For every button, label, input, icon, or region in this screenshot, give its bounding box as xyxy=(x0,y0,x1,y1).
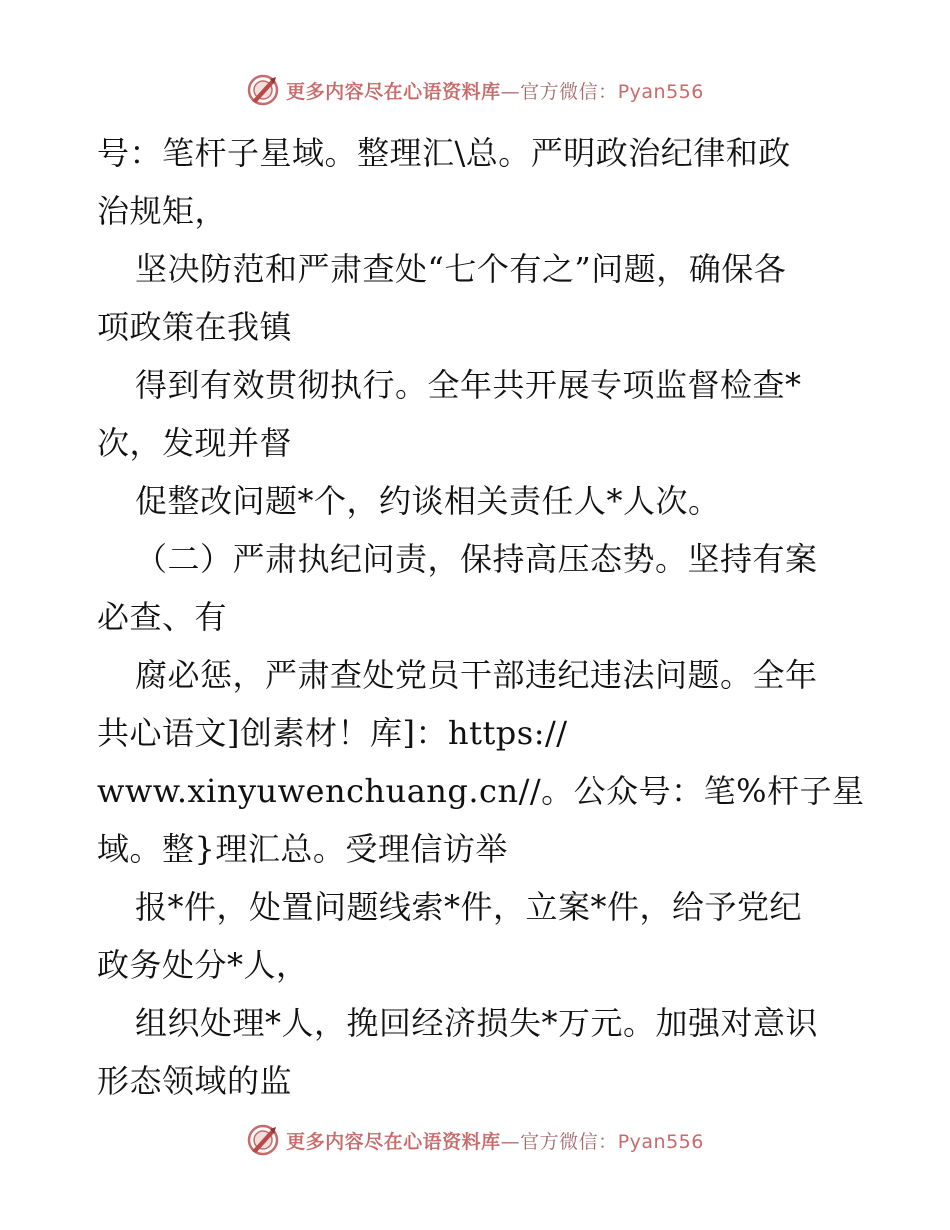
quill-seal-icon xyxy=(246,1123,280,1157)
text-line: 号：笔杆子星域。整理汇\总。严明政治纪律和政 xyxy=(97,134,791,172)
banner-dash: — xyxy=(500,80,521,103)
text-line: 促整改问题*个，约谈相关责任人*人次。 xyxy=(135,482,721,520)
text-line: 报*件，处置问题线索*件，立案*件，给予党纪 xyxy=(135,888,803,926)
text-line: 次，发现并督 xyxy=(97,424,293,462)
text-line: 治规矩， xyxy=(97,192,228,230)
document-body xyxy=(97,124,867,1110)
banner-text xyxy=(286,1127,704,1154)
text-line: 共心语文]创素材！库]：https:// xyxy=(97,714,568,752)
banner-label: 官方微信： xyxy=(520,1130,618,1153)
text-line: 腐必惩，严肃查处党员干部违纪违法问题。全年 xyxy=(135,656,818,694)
text-line: 项政策在我镇 xyxy=(97,308,293,346)
footer-banner xyxy=(0,1120,950,1160)
banner-main-text: 更多内容尽在心语资料库 xyxy=(286,80,501,103)
text-line: （二）严肃执纪问责，保持高压态势。坚持有案 xyxy=(135,540,818,578)
header-banner xyxy=(0,70,950,110)
text-line: 组织处理*人，挽回经济损失*万元。加强对意识 xyxy=(135,1004,819,1042)
text-line: 域。整}理汇总。受理信访举 xyxy=(97,830,508,868)
banner-wechat-id: Pyan556 xyxy=(617,80,704,103)
banner-text xyxy=(286,77,704,104)
text-line: 必查、有 xyxy=(97,598,228,636)
banner-wechat-id: Pyan556 xyxy=(617,1130,704,1153)
banner-label: 官方微信： xyxy=(520,80,618,103)
banner-dash: — xyxy=(500,1130,521,1153)
text-line: 形态领域的监 xyxy=(97,1062,293,1100)
text-line: 政务处分*人， xyxy=(97,946,309,984)
text-line: 得到有效贯彻执行。全年共开展专项监督检查* xyxy=(135,366,802,404)
banner-main-text: 更多内容尽在心语资料库 xyxy=(286,1130,501,1153)
text-line: 坚决防范和严肃查处“七个有之”问题，确保各 xyxy=(135,250,787,288)
text-line: www.xinyuwenchuang.cn//。公众号：笔%杆子星 xyxy=(97,772,865,810)
quill-seal-icon xyxy=(246,73,280,107)
